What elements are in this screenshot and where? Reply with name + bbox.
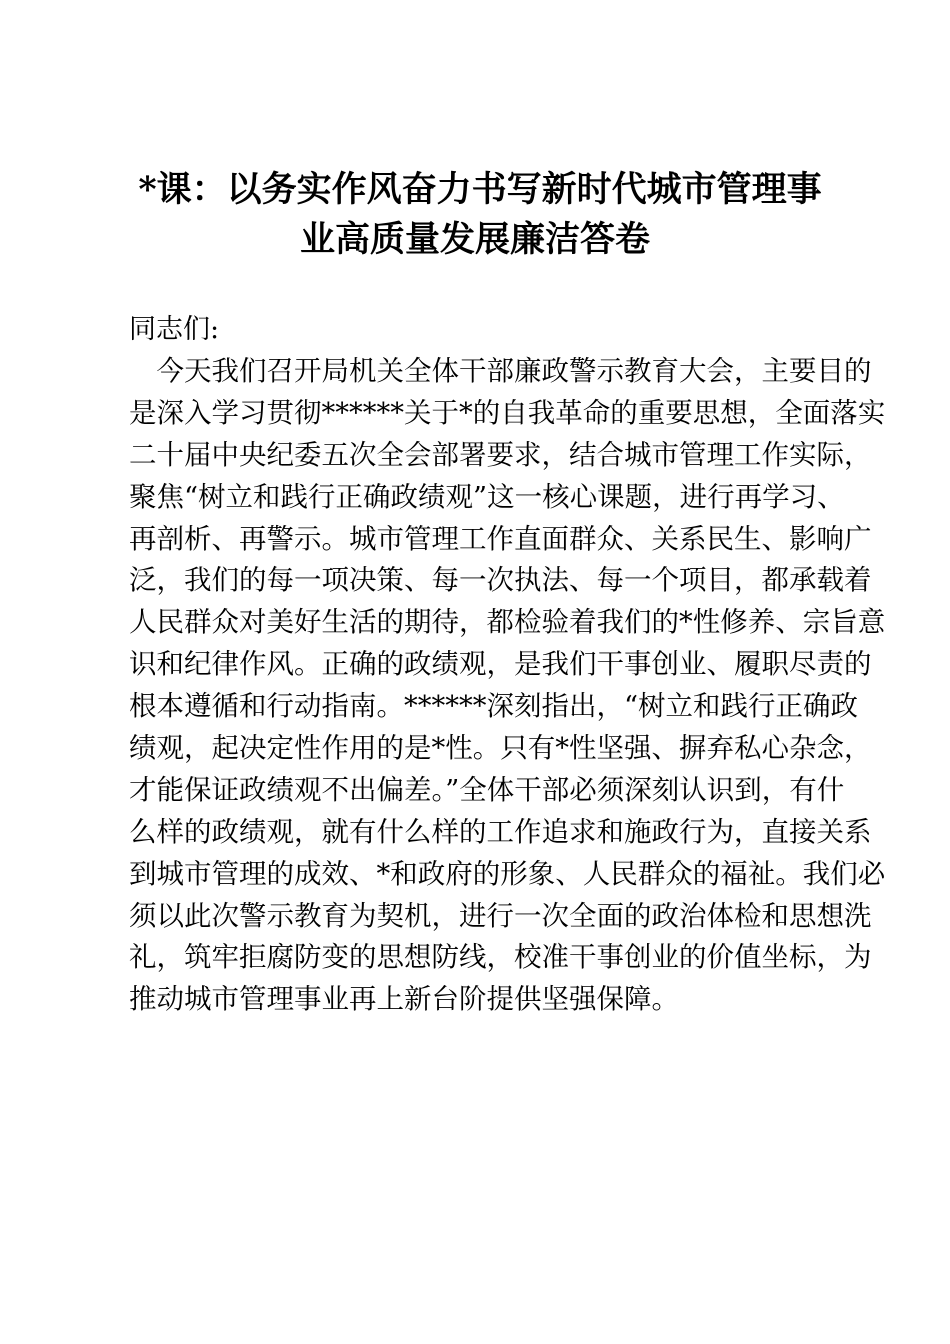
paragraph-line: 到城市管理的成效、*和政府的形象、人民群众的福祉。我们必 — [129, 857, 886, 890]
paragraph-line: 泛，我们的每一项决策、每一次执法、每一个项目，都承载着 — [129, 564, 872, 597]
paragraph-line: 才能保证政绩观不出偏差。”全体干部必须深刻认识到，有什 — [129, 773, 845, 806]
paragraph-line: 二十届中央纪委五次全会部署要求，结合城市管理工作实际， — [129, 438, 872, 471]
paragraph-line: 聚焦“树立和践行正确政绩观”这一核心课题，进行再学习、 — [129, 480, 845, 513]
paragraph-line: 须以此次警示教育为契机，进行一次全面的政治体检和思想洗 — [129, 899, 872, 932]
paragraph-line: 礼，筑牢拒腐防变的思想防线，校准干事创业的价值坐标，为 — [129, 941, 872, 974]
paragraph-line: 人民群众对美好生活的期待，都检验着我们的*性修养、宗旨意 — [129, 606, 886, 639]
paragraph-line: 再剖析、再警示。城市管理工作直面群众、关系民生、影响广 — [129, 522, 872, 555]
body-paragraph — [129, 351, 886, 1021]
paragraph-line: 推动城市管理事业再上新台阶提供坚强保障。 — [129, 983, 679, 1016]
paragraph-line: 是深入学习贯彻******关于*的自我革命的重要思想，全面落实 — [129, 396, 886, 429]
salutation: 同志们: — [129, 314, 220, 345]
document-title-line-2: 业高质量发展廉洁答卷 — [299, 219, 650, 260]
document-title-line-1: *课：以务实作风奋力书写新时代城市管理事 — [138, 169, 822, 210]
paragraph-line: 绩观，起决定性作用的是*性。只有*性坚强、摒弃私心杂念， — [129, 732, 872, 765]
paragraph-line: 识和纪律作风。正确的政绩观，是我们干事创业、履职尽责的 — [129, 648, 872, 681]
paragraph-line: 根本遵循和行动指南。******深刻指出，“树立和践行正确政 — [129, 690, 859, 723]
paragraph-line: 么样的政绩观，就有什么样的工作追求和施政行为，直接关系 — [129, 815, 872, 848]
paragraph-line: 今天我们召开局机关全体干部廉政警示教育大会，主要目的 — [129, 355, 872, 387]
